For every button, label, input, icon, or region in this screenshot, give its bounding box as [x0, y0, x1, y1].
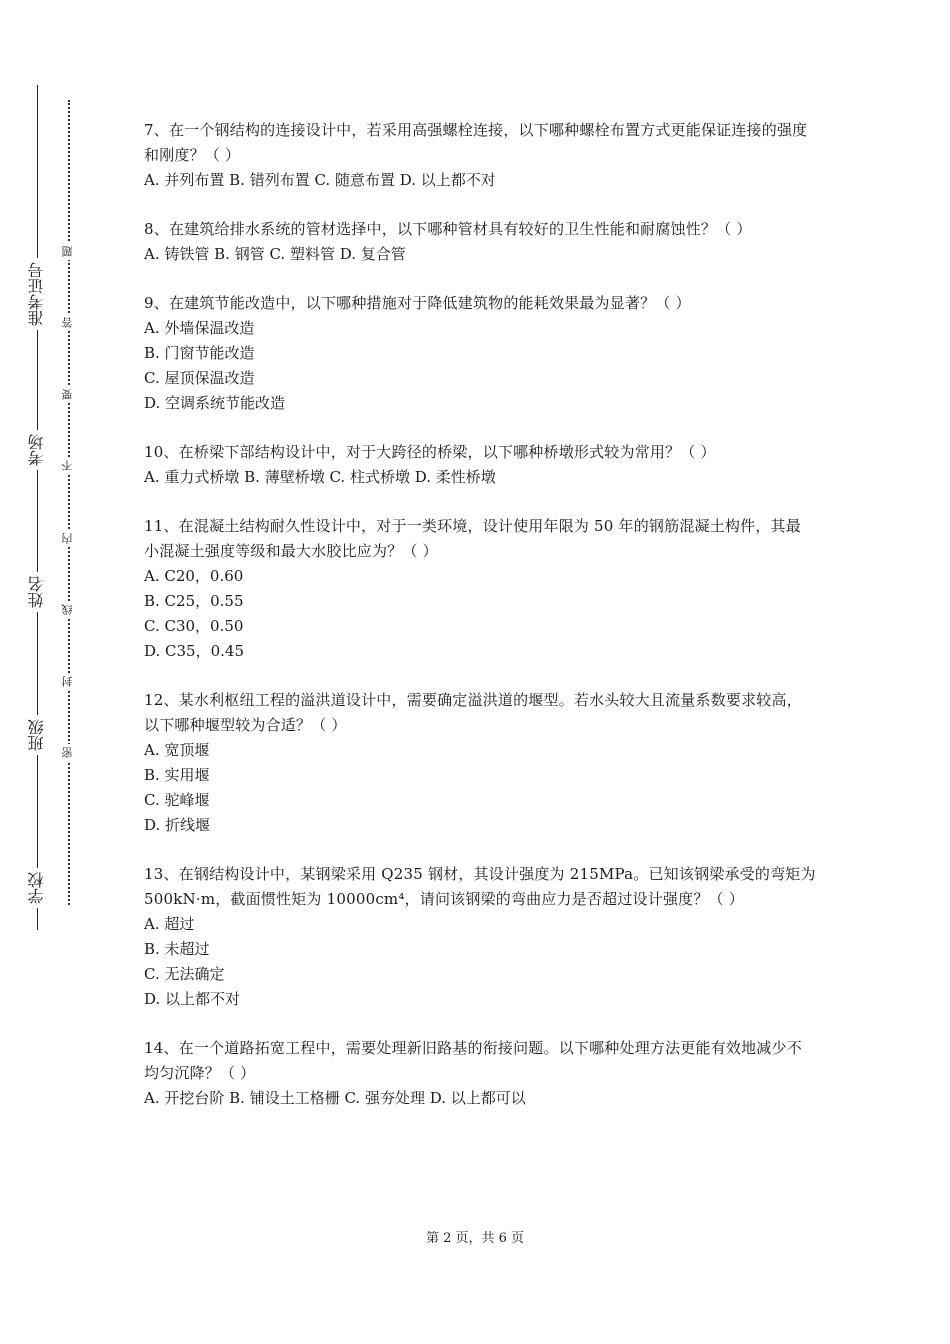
question-14	[144, 1036, 816, 1111]
question-option: D. 以上都不对	[144, 990, 241, 1008]
question-stem: 7、在一个钢结构的连接设计中，若采用高强螺栓连接，以下哪种螺栓布置方式更能保证连接的强度和刚度？（ ）	[144, 121, 808, 164]
field-label-class: 班级	[24, 715, 50, 755]
question-list	[144, 118, 816, 1135]
question-option: C. 驼峰堰	[144, 791, 210, 809]
question-11	[144, 514, 816, 664]
question-option: A. 外墙保温改造	[144, 319, 255, 337]
seal-char: 要	[60, 386, 76, 403]
question-option: B. 门窗节能改造	[144, 344, 255, 362]
page-number: 第 2 页，共 6 页	[425, 1231, 525, 1246]
question-stem: 12、某水利枢纽工程的溢洪道设计中，需要确定溢洪道的堰型。若水头较大且流量系数要求较高，以下哪种堰型较为合适？（ ）	[144, 691, 802, 734]
question-stem: 13、在钢结构设计中，某钢梁采用 Q235 钢材，其设计强度为 215MPa。已知该钢梁承受的弯矩为 500kN·m，截面惯性矩为 10000cm⁴，请问该钢梁的弯曲应力是否超过设计强度？（ ）	[144, 865, 816, 908]
question-option: C. 屋顶保温改造	[144, 369, 255, 387]
question-option: D. 空调系统节能改造	[144, 394, 286, 412]
binding-solid-line	[37, 85, 38, 930]
question-options: A. 并列布置 B. 错列布置 C. 随意布置 D. 以上都不对	[144, 171, 496, 189]
question-12	[144, 688, 816, 838]
question-stem: 8、在建筑给排水系统的管材选择中，以下哪种管材具有较好的卫生性能和耐腐蚀性？（ ）	[144, 220, 752, 238]
field-label-name: 姓名	[24, 572, 50, 612]
question-option: C. C30，0.50	[144, 617, 244, 635]
question-10	[144, 440, 816, 490]
question-options: A. 重力式桥墩 B. 薄壁桥墩 C. 柱式桥墩 D. 柔性桥墩	[144, 468, 496, 486]
question-option: B. C25，0.55	[144, 592, 244, 610]
binding-dotted-line	[68, 100, 70, 905]
field-label-school: 学校	[24, 868, 50, 908]
binding-margin	[0, 0, 110, 1344]
question-option: B. 实用堰	[144, 766, 210, 784]
seal-char: 不	[60, 457, 76, 474]
question-options: A. 铸铁管 B. 钢管 C. 塑料管 D. 复合管	[144, 245, 406, 263]
question-13	[144, 862, 816, 1012]
question-7	[144, 118, 816, 193]
question-option: D. C35，0.45	[144, 642, 244, 660]
seal-char: 线	[60, 601, 76, 618]
question-stem: 14、在一个道路拓宽工程中，需要处理新旧路基的衔接问题。以下哪种处理方法更能有效地减少不均匀沉降？（ ）	[144, 1039, 802, 1082]
question-stem: 9、在建筑节能改造中，以下哪种措施对于降低建筑物的能耗效果最为显著？（ ）	[144, 294, 691, 312]
seal-char: 封	[60, 673, 76, 690]
seal-char: 答	[60, 314, 76, 331]
question-option: A. C20，0.60	[144, 567, 244, 585]
question-stem: 11、在混凝土结构耐久性设计中，对于一类环境，设计使用年限为 50 年的钢筋混凝土构件，其最小混凝土强度等级和最大水胶比应为？（ ）	[144, 517, 801, 560]
question-options: A. 开挖台阶 B. 铺设土工格栅 C. 强夯处理 D. 以上都可以	[144, 1089, 526, 1107]
question-option: B. 未超过	[144, 940, 210, 958]
question-9	[144, 291, 816, 416]
question-option: A. 超过	[144, 915, 195, 933]
question-option: A. 宽顶堰	[144, 741, 210, 759]
field-label-exam-id: 准考证号	[24, 258, 50, 330]
seal-char: 内	[60, 530, 76, 547]
seal-char: 密	[60, 744, 76, 761]
question-option: C. 无法确定	[144, 965, 225, 983]
seal-char: 题	[60, 243, 76, 260]
question-stem: 10、在桥梁下部结构设计中，对于大跨径的桥梁，以下哪种桥墩形式较为常用？（ ）	[144, 443, 716, 461]
question-option: D. 折线堰	[144, 816, 211, 834]
question-8	[144, 217, 816, 267]
field-label-exam-room: 考场	[24, 430, 50, 470]
